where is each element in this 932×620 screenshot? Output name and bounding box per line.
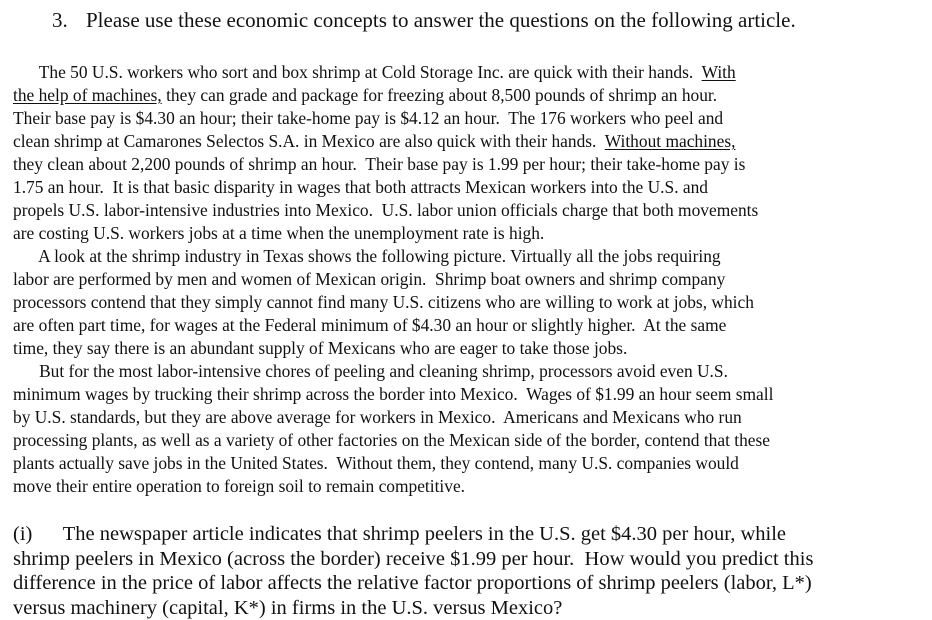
article-text <box>13 61 913 498</box>
text-run: are costing U.S. workers jobs at a time when the unemployment rate is high. <box>13 223 544 243</box>
text-run: processors contend that they simply cannot find many U.S. citizens who are willing to work at jobs, which <box>13 292 754 312</box>
text-run: move their entire operation to foreign soil to remain competitive. <box>13 476 465 496</box>
article-line <box>13 245 913 268</box>
question-line: difference in the price of labor affects the relative factor proportions of shrimp peelers (labor, L*) <box>13 571 913 596</box>
text-run: by U.S. standards, but they are above average for workers in Mexico. Americans and Mexicans who run <box>13 407 742 427</box>
text-run: propels U.S. labor-intensive industries into Mexico. U.S. labor union officials charge that both movements <box>13 200 758 220</box>
text-run: time, they say there is an abundant supply of Mexicans who are eager to take those jobs. <box>13 338 627 358</box>
text-run: 1.75 an hour. It is that basic disparity in wages that both attracts Mexican workers into the U.S. and <box>13 177 708 197</box>
sub-question-i <box>13 522 913 620</box>
article-line <box>13 268 913 291</box>
text-run: processing plants, as well as a variety of other factories on the Mexican side of the border, contend that these <box>13 430 770 450</box>
question-line: versus machinery (capital, K*) in firms in the U.S. versus Mexico? <box>13 596 913 620</box>
article-line <box>13 176 913 199</box>
question-line: shrimp peelers in Mexico (across the border) receive $1.99 per hour. How would you predict this <box>13 547 913 572</box>
text-run: they can grade and package for freezing about 8,500 pounds of shrimp an hour. <box>162 85 717 105</box>
article-line <box>13 314 913 337</box>
question-heading <box>52 7 796 33</box>
text-run: labor are performed by men and women of Mexican origin. Shrimp boat owners and shrimp company <box>13 269 725 289</box>
text-run: The 50 U.S. workers who sort and box shrimp at Cold Storage Inc. are quick with their hands. <box>13 62 702 82</box>
question-number: 3. <box>52 7 86 33</box>
article-line <box>13 452 913 475</box>
text-run: Their base pay is $4.30 an hour; their take-home pay is $4.12 an hour. The 176 workers who peel and <box>13 108 723 128</box>
article-line <box>13 61 913 84</box>
article-line <box>13 360 913 383</box>
article-line <box>13 383 913 406</box>
underlined-phrase: the help of machines, <box>13 85 162 105</box>
article-line <box>13 337 913 360</box>
underlined-phrase: With <box>702 62 736 82</box>
article-line <box>13 199 913 222</box>
article-line <box>13 130 913 153</box>
text-run: A look at the shrimp industry in Texas shows the following picture. Virtually all the jobs requiring <box>13 246 721 266</box>
article-line <box>13 107 913 130</box>
text-run: they clean about 2,200 pounds of shrimp an hour. Their base pay is 1.99 per hour; their take-home pay is <box>13 154 745 174</box>
article-line <box>13 291 913 314</box>
text-run: minimum wages by trucking their shrimp across the border into Mexico. Wages of $1.99 an hour seem small <box>13 384 773 404</box>
question-line: (i) The newspaper article indicates that shrimp peelers in the U.S. get $4.30 per hour, while <box>13 522 913 547</box>
text-run: clean shrimp at Camarones Selectos S.A. in Mexico are also quick with their hands. <box>13 131 605 151</box>
article-line <box>13 429 913 452</box>
underlined-phrase: Without machines, <box>605 131 736 151</box>
text-run: are often part time, for wages at the Federal minimum of $4.30 an hour or slightly higher. At the same <box>13 315 726 335</box>
article-line <box>13 475 913 498</box>
text-run: plants actually save jobs in the United States. Without them, they contend, many U.S. companies would <box>13 453 739 473</box>
article-line <box>13 153 913 176</box>
text-run: But for the most labor-intensive chores of peeling and cleaning shrimp, processors avoid even U.S. <box>13 361 728 381</box>
article-line <box>13 84 913 107</box>
article-line <box>13 406 913 429</box>
question-heading-text: Please use these economic concepts to answer the questions on the following article. <box>86 8 796 32</box>
article-line <box>13 222 913 245</box>
